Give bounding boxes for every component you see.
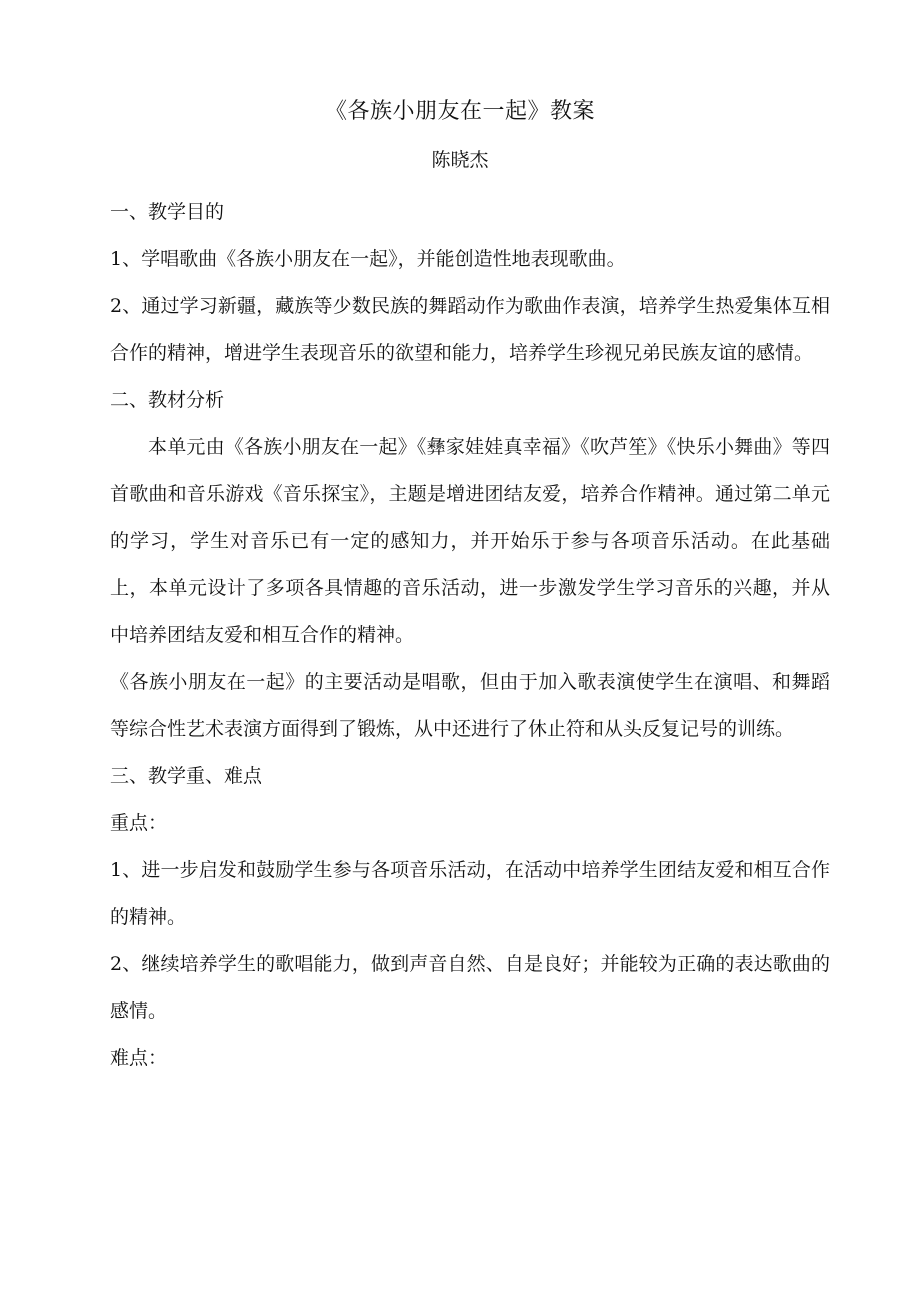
difficulty-label: 难点： <box>110 1047 168 1069</box>
analysis-paragraph-1: 本单元由《各族小朋友在一起》《彝家娃娃真幸福》《吹芦笙》《快乐小舞曲》等四首歌曲和音乐游戏《音乐探宝》，主题是增进团结友爱，培养合作精神。通过第二单元的学习，学生对音乐已有一定的感知力，并开始乐于参与各项音乐活动。在此基础上，本单元设计了多项各具情趣的音乐活动，进一步激发学生学习音乐的兴趣，并从中培养团结友爱和相互合作的精神。 <box>110 436 830 646</box>
focus-label: 重点： <box>110 812 168 834</box>
objectives-heading: 一、教学目的 <box>110 201 225 223</box>
document-author: 陈晓杰 <box>431 149 489 171</box>
objective-item-2: 2、通过学习新疆，藏族等少数民族的舞蹈动作为歌曲作表演，培养学生热爱集体互相合作的精神，增进学生表现音乐的欲望和能力，培养学生珍视兄弟民族友谊的感情。 <box>110 295 830 364</box>
key-points-heading: 三、教学重、难点 <box>110 765 263 787</box>
objective-item-1: 1、学唱歌曲《各族小朋友在一起》，并能创造性地表现歌曲。 <box>110 248 626 270</box>
analysis-paragraph-2: 《各族小朋友在一起》的主要活动是唱歌，但由于加入歌表演使学生在演唱、和舞蹈等综合性艺术表演方面得到了锻炼，从中还进行了休止符和从头反复记号的训练。 <box>110 671 830 740</box>
document-title: 《各族小朋友在一起》教案 <box>324 99 595 124</box>
analysis-heading: 二、教材分析 <box>110 389 225 411</box>
focus-item-1: 1、进一步启发和鼓励学生参与各项音乐活动，在活动中培养学生团结友爱和相互合作的精神。 <box>110 859 830 928</box>
document-body <box>110 189 830 1082</box>
focus-item-2: 2、继续培养学生的歌唱能力，做到声音自然、自是良好；并能较为正确的表达歌曲的感情。 <box>110 953 830 1022</box>
